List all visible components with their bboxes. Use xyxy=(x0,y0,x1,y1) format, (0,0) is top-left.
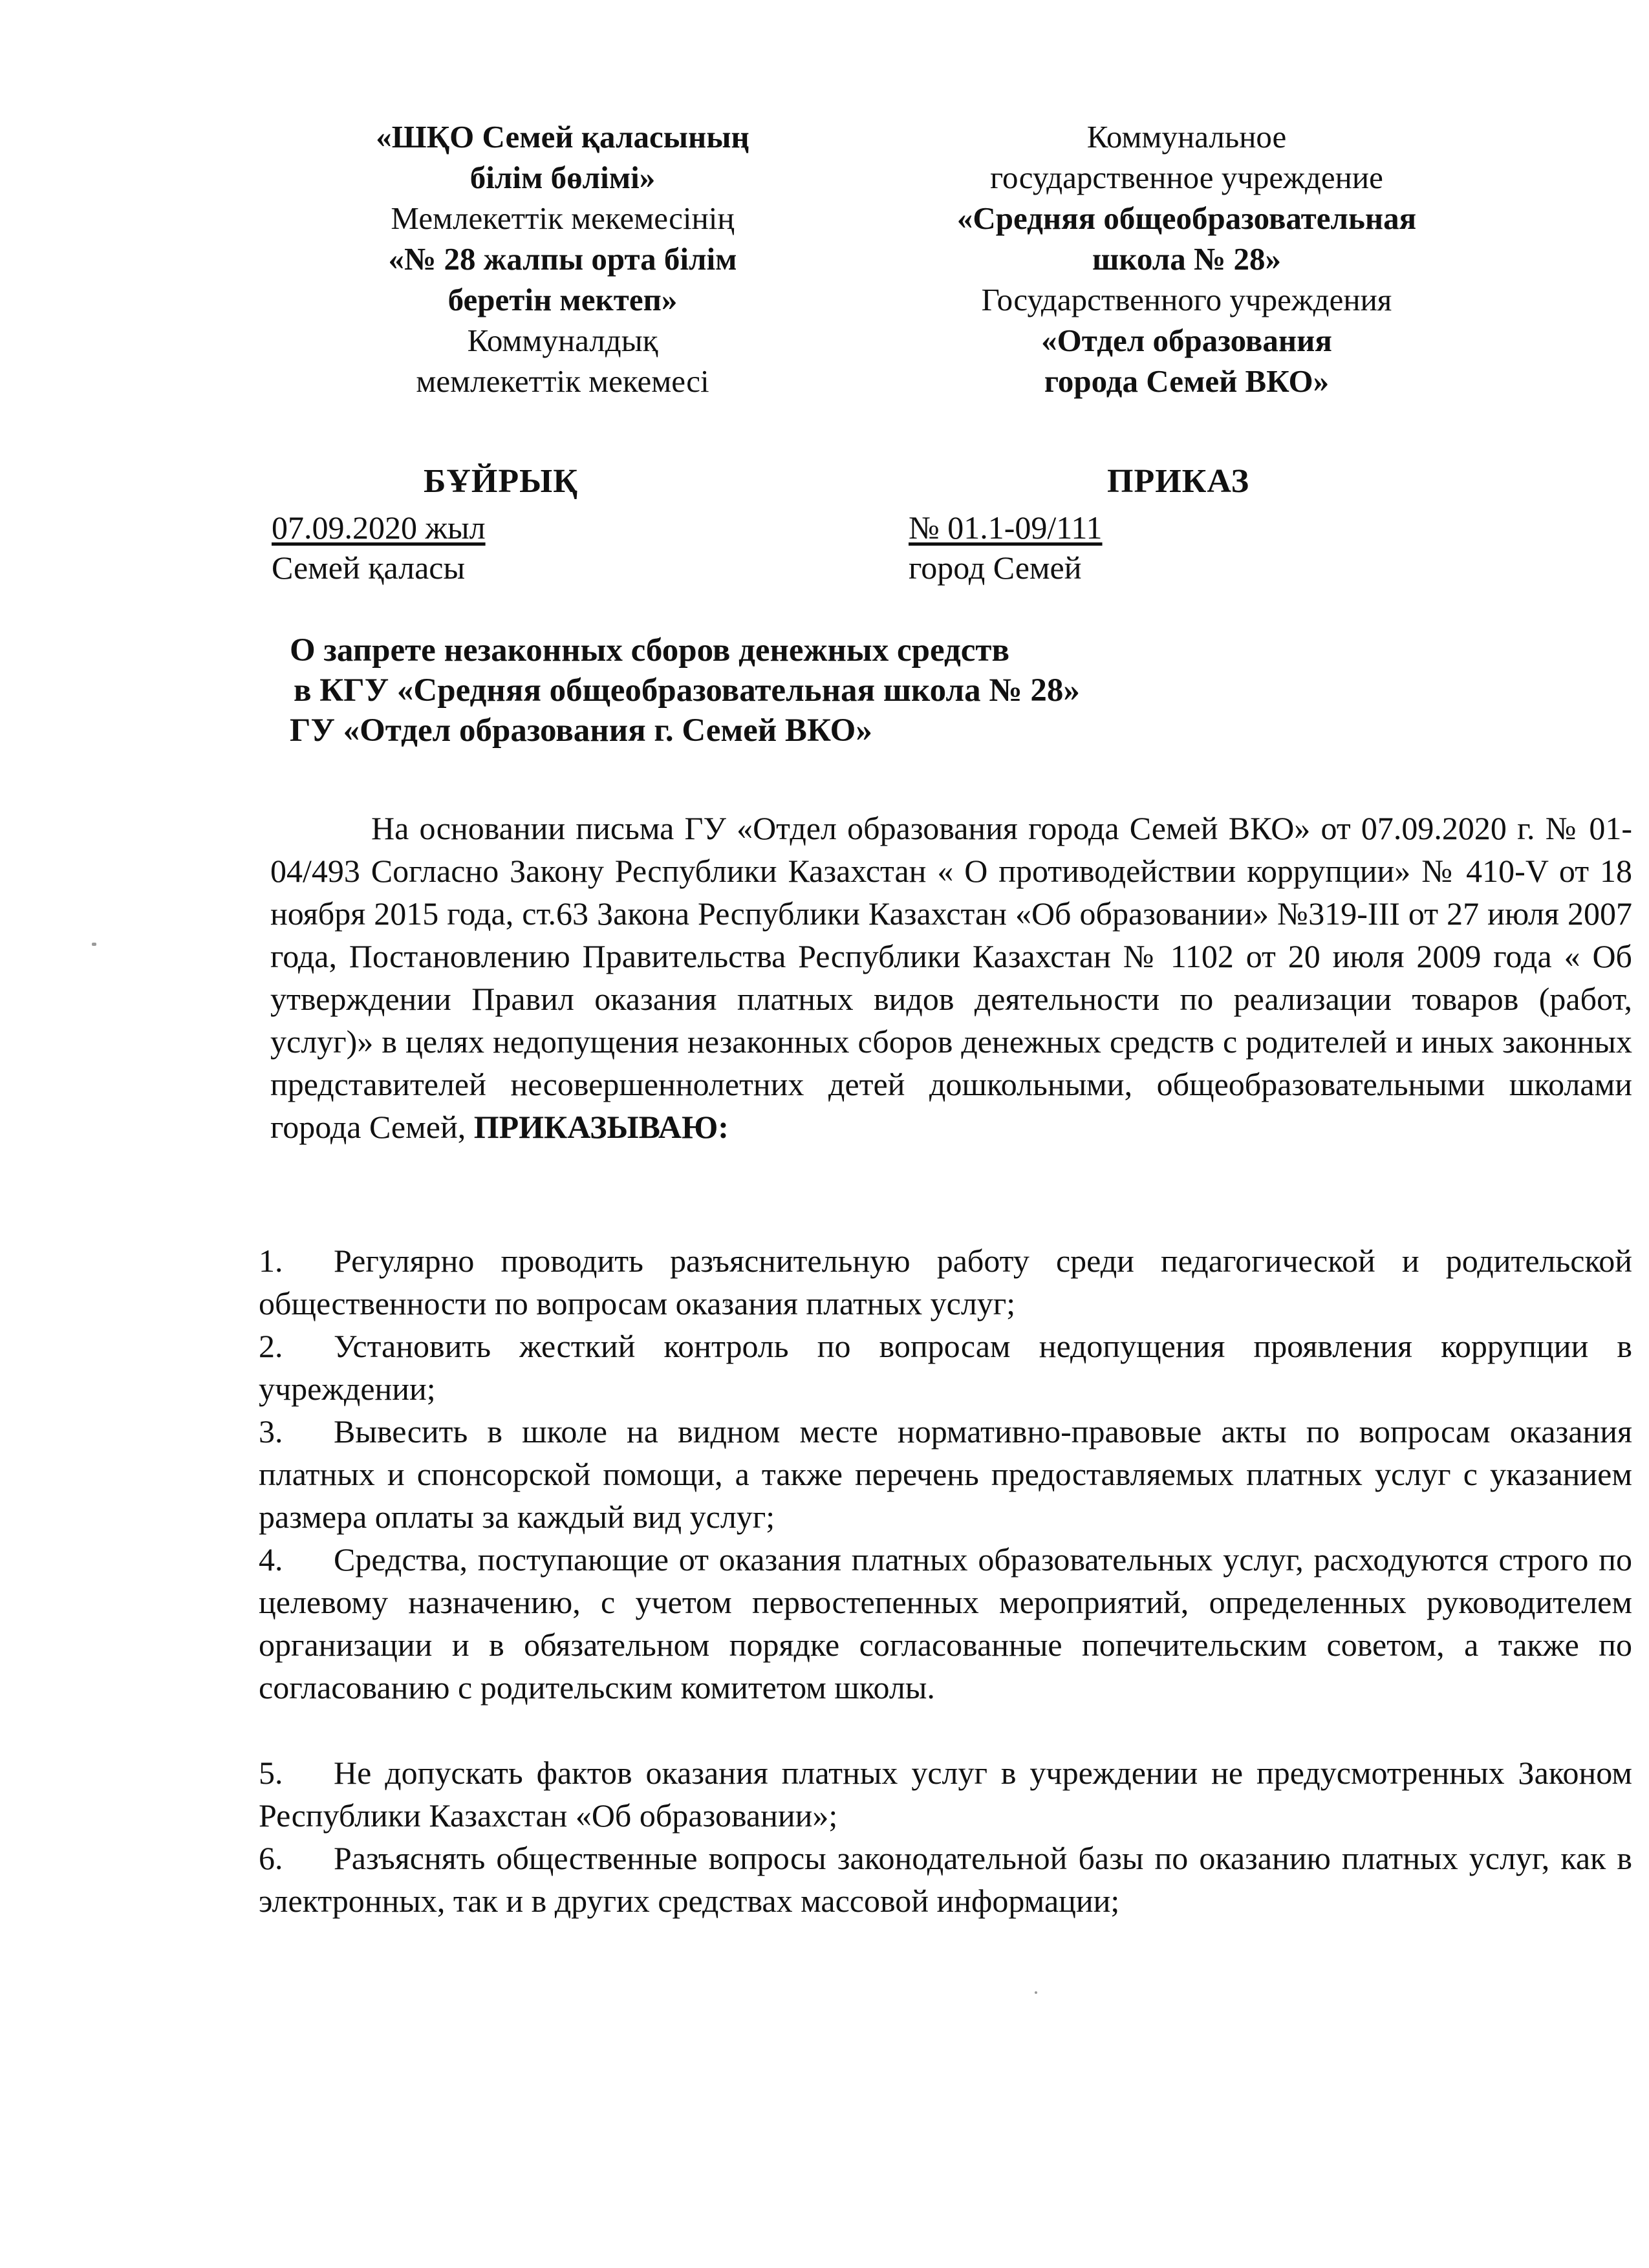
order-place-kazakh: Семей қаласы xyxy=(272,550,466,586)
header-ru-line: государственное учреждение xyxy=(990,160,1383,195)
order-item xyxy=(259,1410,1632,1538)
order-item xyxy=(259,1751,1632,1837)
order-number: № 01.1-09/111 xyxy=(909,509,1103,546)
item-number: 3. xyxy=(259,1413,283,1450)
item-number: 5. xyxy=(259,1755,283,1791)
header-ru-line: «Отдел образования xyxy=(1041,323,1332,358)
order-title-russian: ПРИКАЗ xyxy=(1107,463,1250,500)
item-number: 2. xyxy=(259,1328,283,1364)
preamble-text: На основании письма ГУ «Отдел образования города Семей ВКО» от 07.09.2020 г. № 01-04/493 Согласно Закону Республики Казахстан « О противодействии коррупции» № 410-V от 18 ноября 2015 года, ст.63 Закона Республики Казахстан «Об образовании» №319-III от 27 июля 2007 года, Постановлению Правительства Республики Казахстан № 1102 от 20 июля 2009 года « Об утверждении Правил оказания платных видов деятельности по реализации товаров (работ, услуг)» в целях недопущения незаконных сборов денежных средств с родителей и иных законных представителей несовершеннолетних детей дошкольными, общеобразовательными школами города Семей, xyxy=(270,810,1632,1145)
preamble-keyword: ПРИКАЗЫВАЮ: xyxy=(473,1109,729,1145)
header-kz-line: беретін мектеп» xyxy=(447,282,678,317)
item-text: Средства, поступающие от оказания платных образовательных услуг, расходуются строго по целевому назначению, с учетом первостепенных мероприятий, определенных руководителем организации и в обязательном порядке согласованные попечительским советом, а также по согласованию с родительским комитетом школы. xyxy=(259,1541,1632,1706)
item-text: Вывесить в школе на видном месте нормативно-правовые акты по вопросам оказания платных и спонсорской помощи, а также перечень предоставляемых платных услуг с указанием размера оплаты за каждый вид услуг; xyxy=(259,1413,1632,1535)
header-kz-line: Мемлекеттік мекемесінің xyxy=(391,200,735,236)
item-text: Регулярно проводить разъяснительную работу среди педагогической и родительской общественности по вопросам оказания платных услуг; xyxy=(259,1243,1632,1321)
header-kz-line: Коммуналдық xyxy=(467,323,658,358)
item-number: 1. xyxy=(259,1243,283,1279)
scan-speck xyxy=(92,943,96,946)
order-title-kazakh: БҰЙРЫҚ xyxy=(424,463,578,500)
item-number: 4. xyxy=(259,1541,283,1578)
order-item xyxy=(259,1538,1632,1709)
subject-line: О запрете незаконных сборов денежных средств xyxy=(290,632,1009,669)
header-kz-line: «ШҚО Семей қаласының xyxy=(376,119,749,155)
order-subject xyxy=(290,630,1080,751)
order-date: 07.09.2020 жыл xyxy=(272,509,486,546)
header-kz-line: білім бөлімі» xyxy=(469,160,656,195)
order-item xyxy=(259,1325,1632,1410)
header-ru-line: города Семей ВКО» xyxy=(1044,363,1330,399)
scan-speck xyxy=(1035,1991,1037,1994)
subject-line: ГУ «Отдел образования г. Семей ВКО» xyxy=(290,712,872,749)
subject-line: в КГУ «Средняя общеобразовательная школа № 28» xyxy=(294,672,1080,709)
order-item xyxy=(259,1239,1632,1325)
preamble-paragraph xyxy=(270,807,1632,1148)
header-kz-line: мемлекеттік мекемесі xyxy=(416,363,709,399)
header-ru-line: Государственного учреждения xyxy=(981,282,1392,317)
header-ru-line: школа № 28» xyxy=(1092,241,1282,277)
order-number-block xyxy=(909,508,1103,588)
header-russian xyxy=(886,116,1487,401)
header-ru-line: «Средняя общеобразовательная xyxy=(956,200,1417,236)
item-text: Разъяснять общественные вопросы законодательной базы по оказанию платных услуг, как в электронных, так и в других средствах массовой информации; xyxy=(259,1840,1632,1919)
item-text: Не допускать фактов оказания платных услуг в учреждении не предусмотренных Законом Республики Казахстан «Об образовании»; xyxy=(259,1755,1632,1834)
header-kz-line: «№ 28 жалпы орта білім xyxy=(388,241,737,277)
header-kazakh xyxy=(252,116,873,401)
order-items-list xyxy=(259,1239,1632,1922)
item-text: Установить жесткий контроль по вопросам недопущения проявления коррупции в учреждении; xyxy=(259,1328,1632,1407)
order-place-russian: город Семей xyxy=(909,550,1082,586)
order-item xyxy=(259,1837,1632,1922)
item-number: 6. xyxy=(259,1840,283,1876)
header-ru-line: Коммунальное xyxy=(1086,119,1287,155)
order-date-block xyxy=(272,508,486,588)
